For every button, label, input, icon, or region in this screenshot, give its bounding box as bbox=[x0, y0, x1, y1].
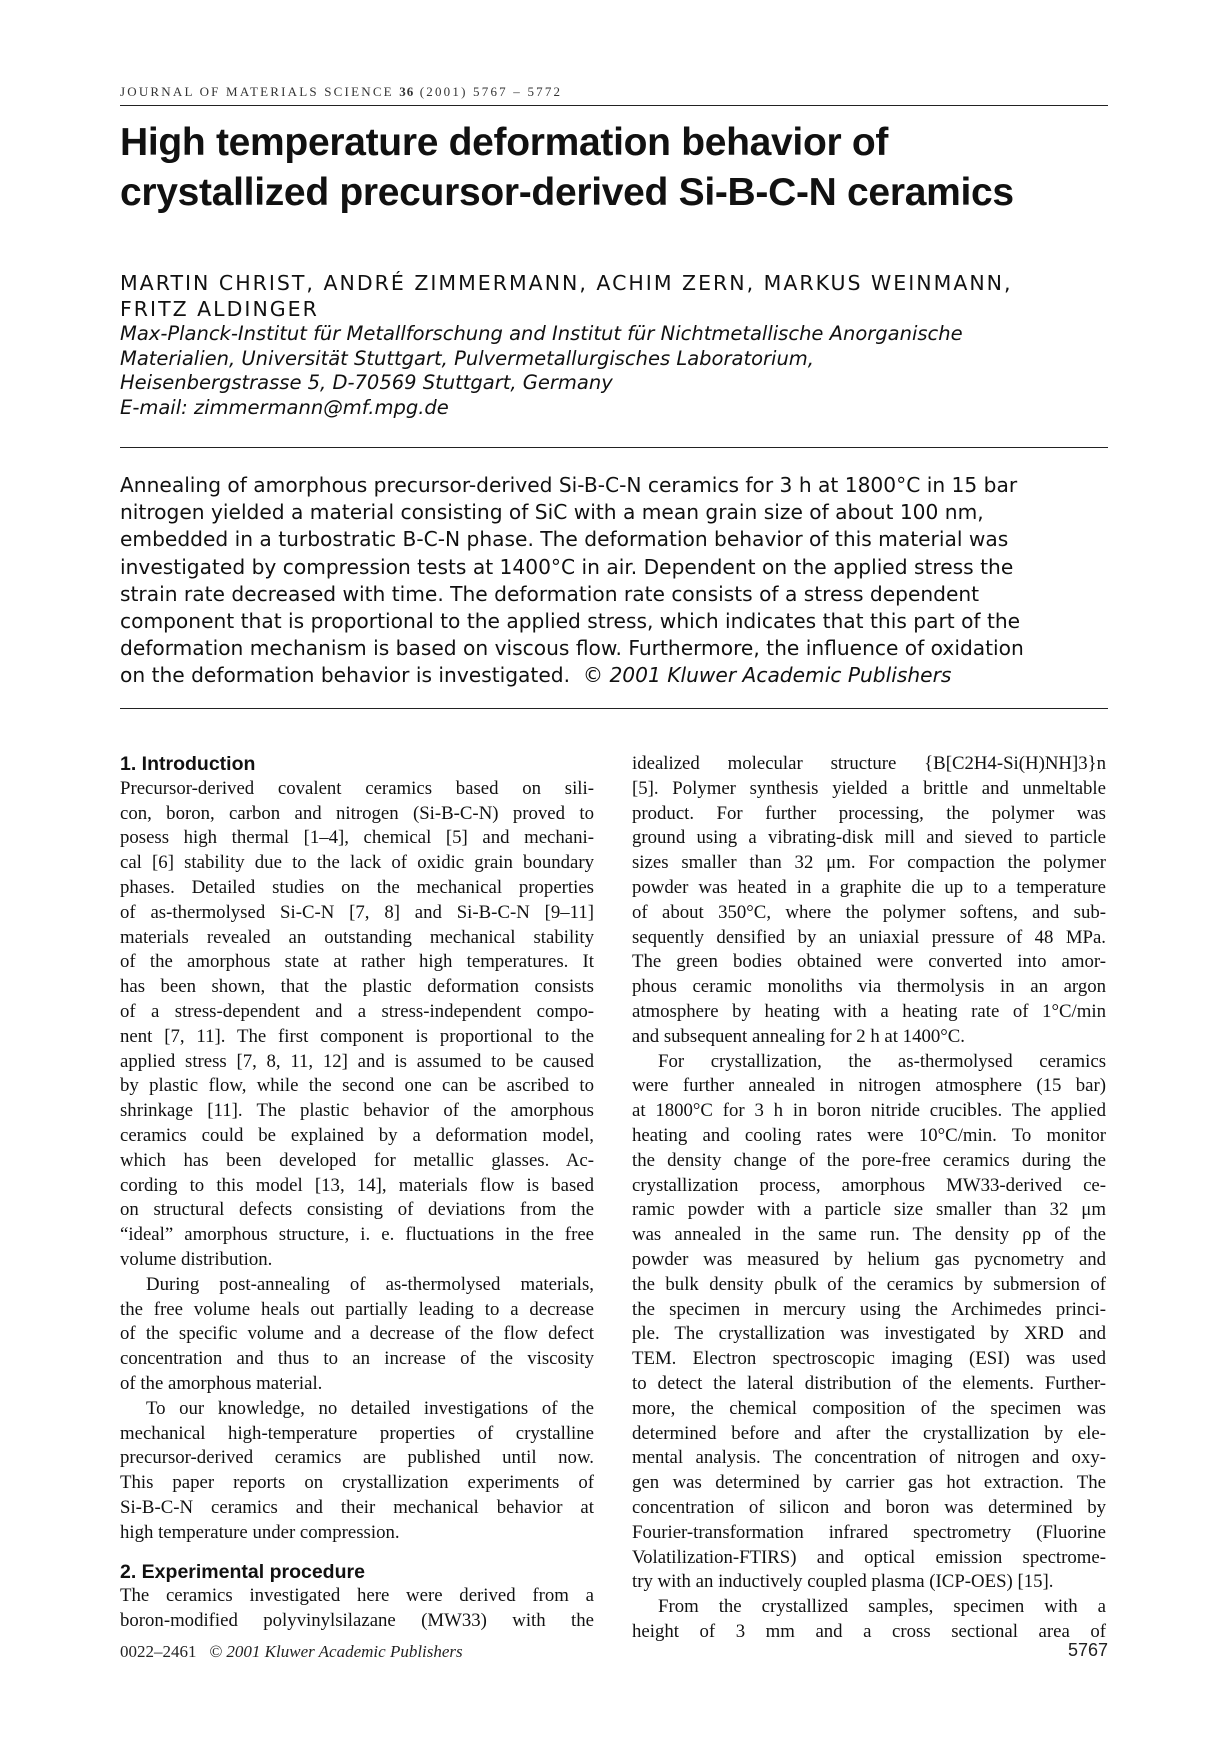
text-line: powder was heated in a graphite die up to a temperature bbox=[632, 876, 1106, 898]
text-line: ground using a vibrating-disk mill and sieved to particle bbox=[632, 827, 1106, 849]
author-list bbox=[120, 270, 1110, 322]
text-line: idealized molecular structure {B[C2H4-Si(H)NH]3}n bbox=[632, 753, 1106, 774]
abstract-last-line bbox=[120, 662, 1110, 689]
text-line: [5]. Polymer synthesis yielded a brittle and unmeltable bbox=[632, 777, 1106, 799]
text-line: volume distribution. bbox=[120, 1248, 273, 1270]
abstract-line: nitrogen yielded a material consisting of SiC with a mean grain size of about 100 nm, bbox=[120, 500, 984, 525]
text-line: concentration of silicon and boron was determined by bbox=[632, 1496, 1106, 1518]
paper-title bbox=[120, 118, 1110, 218]
text-line: Si-B-C-N ceramics and their mechanical behavior at bbox=[120, 1496, 594, 1518]
footer-copyright: © 2001 Kluwer Academic Publishers bbox=[209, 1642, 463, 1661]
text-line: precursor-derived ceramics are published until now. bbox=[120, 1447, 594, 1469]
running-head bbox=[120, 84, 1110, 100]
text-line: of the specific volume and a decrease of the flow defect bbox=[120, 1323, 594, 1345]
text-line: high temperature under compression. bbox=[120, 1521, 400, 1543]
text-line: on structural defects consisting of deviations from the bbox=[120, 1199, 594, 1221]
text-line: the free volume heals out partially leading to a decrease bbox=[120, 1298, 594, 1320]
text-line: phous ceramic monoliths via thermolysis in an argon bbox=[632, 976, 1106, 998]
footer-issn: 0022–2461 bbox=[120, 1642, 197, 1661]
text-line: powder was measured by helium gas pycnometry and bbox=[632, 1248, 1106, 1270]
abstract-line: on the deformation behavior is investigated. bbox=[120, 663, 570, 688]
text-line: atmosphere by heating with a heating rate of 1°C/min bbox=[632, 1000, 1106, 1022]
text-line: This paper reports on crystallization experiments of bbox=[120, 1472, 594, 1494]
affiliation-line: Materialien, Universität Stuttgart, Pulvermetallurgisches Laboratorium, bbox=[120, 346, 815, 370]
text-line: Fourier-transformation infrared spectrometry (Fluorine bbox=[632, 1521, 1106, 1543]
text-line: heating and cooling rates were 10°C/min. To monitor bbox=[632, 1124, 1106, 1146]
text-line: gen was determined by carrier gas hot extraction. The bbox=[632, 1472, 1106, 1494]
text-line: ceramics could be explained by a deformation model, bbox=[120, 1124, 594, 1146]
text-line: cal [6] stability due to the lack of oxidic grain boundary bbox=[120, 852, 594, 874]
text-line: Volatilization-FTIRS) and optical emission spectrome- bbox=[632, 1546, 1106, 1568]
text-line: of the amorphous state at rather high temperatures. It bbox=[120, 951, 594, 973]
text-line: of the amorphous material. bbox=[120, 1372, 323, 1394]
text-line: “ideal” amorphous structure, i. e. fluctuations in the free bbox=[120, 1224, 594, 1246]
text-line: From the crystallized samples, specimen with a bbox=[658, 1596, 1106, 1618]
abstract-bottom-rule bbox=[120, 708, 1108, 709]
text-line: For crystallization, the as-thermolysed ceramics bbox=[658, 1050, 1106, 1072]
right-column-body bbox=[632, 752, 1106, 1645]
text-line: more, the chemical composition of the specimen was bbox=[632, 1397, 1106, 1419]
text-line: crystallization process, amorphous MW33-derived ce- bbox=[632, 1174, 1106, 1196]
text-line: To our knowledge, no detailed investigations of the bbox=[146, 1397, 594, 1419]
text-line: mental analysis. The concentration of nitrogen and oxy- bbox=[632, 1447, 1106, 1469]
affiliation bbox=[120, 322, 1110, 420]
text-line: by plastic flow, while the second one can be ascribed to bbox=[120, 1075, 594, 1097]
text-line: TEM. Electron spectroscopic imaging (ESI) was used bbox=[632, 1348, 1106, 1370]
text-line: concentration and thus to an increase of the viscosity bbox=[120, 1348, 594, 1370]
text-line: and subsequent annealing for 2 h at 1400°C. bbox=[632, 1025, 965, 1047]
section-gap bbox=[120, 1546, 594, 1560]
abstract-line: strain rate decreased with time. The deformation rate consists of a stress dependent bbox=[120, 581, 980, 606]
abstract-top-rule bbox=[120, 447, 1108, 448]
text-line: ple. The crystallization was investigated by XRD and bbox=[632, 1323, 1106, 1345]
text-line: height of 3 mm and a cross sectional area of bbox=[632, 1620, 1106, 1642]
text-line: phases. Detailed studies on the mechanical properties bbox=[120, 876, 594, 898]
header-rule bbox=[120, 105, 1108, 106]
text-line: of a stress-dependent and a stress-independent compo- bbox=[120, 1000, 594, 1022]
text-line: of about 350°C, where the polymer softens, and sub- bbox=[632, 901, 1106, 923]
text-line: applied stress [7, 8, 11, 12] and is assumed to be caused bbox=[120, 1050, 594, 1072]
affiliation-line: Heisenbergstrasse 5, D-70569 Stuttgart, Germany bbox=[120, 371, 613, 394]
text-line: was annealed in the same run. The density ρp of the bbox=[632, 1224, 1106, 1246]
text-line: to detect the lateral distribution of the elements. Further- bbox=[632, 1372, 1106, 1394]
page-number: 5767 bbox=[1067, 1640, 1108, 1660]
text-line: The green bodies obtained were converted into amor- bbox=[632, 951, 1106, 973]
text-line: determined before and after the crystallization by ele- bbox=[632, 1422, 1106, 1444]
text-line: nent [7, 11]. The first component is proportional to the bbox=[120, 1025, 594, 1047]
text-line: mechanical high-temperature properties of crystalline bbox=[120, 1422, 594, 1444]
right-column bbox=[632, 752, 1106, 1645]
abstract bbox=[120, 472, 1110, 690]
journal-volume: 36 bbox=[399, 84, 415, 99]
text-line: the bulk density ρbulk of the ceramics by submersion of bbox=[632, 1273, 1106, 1295]
text-line: which has been developed for metallic glasses. Ac- bbox=[120, 1149, 594, 1171]
text-line: of as-thermolysed Si-C-N [7, 8] and Si-B-C-N [9–11] bbox=[120, 901, 594, 923]
affiliation-line: Max-Planck-Institut für Metallforschung and Institut für Nichtmetallische Anorganische bbox=[120, 322, 963, 345]
text-line: ramic powder with a particle size smaller than 32 μm bbox=[632, 1199, 1106, 1221]
abstract-line: Annealing of amorphous precursor-derived Si-B-C-N ceramics for 3 h at 1800°C in 15 bar bbox=[120, 473, 1018, 497]
text-line: were further annealed in nitrogen atmosphere (15 bar) bbox=[632, 1075, 1106, 1097]
text-line: the specimen in mercury using the Archimedes princi- bbox=[632, 1298, 1106, 1320]
text-line: During post-annealing of as-thermolysed materials, bbox=[146, 1273, 594, 1295]
abstract-line: deformation mechanism is based on viscous flow. Furthermore, the influence of oxidation bbox=[120, 636, 1024, 661]
text-line: con, boron, carbon and nitrogen (Si-B-C-N) proved to bbox=[120, 802, 594, 824]
text-line: sequently densified by an uniaxial pressure of 48 MPa. bbox=[632, 926, 1106, 948]
section-heading-introduction: 1. Introduction bbox=[120, 753, 256, 775]
abstract-line: embedded in a turbostratic B-C-N phase. The deformation behavior of this material was bbox=[120, 527, 1009, 552]
abstract-line: investigated by compression tests at 1400°C in air. Dependent on the applied stress the bbox=[120, 554, 1014, 579]
text-line: posess high thermal [1–4], chemical [5] and mechani- bbox=[120, 827, 594, 849]
text-line: The ceramics investigated here were derived from a bbox=[120, 1585, 594, 1607]
footer-issn-copyright bbox=[120, 1642, 463, 1662]
text-line: has been shown, that the plastic deformation consists bbox=[120, 976, 594, 998]
text-line: the density change of the pore-free ceramics during the bbox=[632, 1149, 1106, 1171]
abstract-copyright: © 2001 Kluwer Academic Publishers bbox=[582, 663, 952, 688]
journal-year-pages: (2001) 5767 – 5772 bbox=[419, 84, 563, 99]
email-line: E-mail: zimmermann@mf.mpg.de bbox=[120, 395, 449, 419]
text-line: try with an inductively coupled plasma (ICP-OES) [15]. bbox=[632, 1571, 1054, 1593]
journal-name: JOURNAL OF MATERIALS SCIENCE bbox=[120, 84, 394, 99]
author-line: FRITZ ALDINGER bbox=[120, 297, 319, 321]
text-line: product. For further processing, the polymer was bbox=[632, 802, 1106, 824]
author-line: MARTIN CHRIST, ANDRÉ ZIMMERMANN, ACHIM ZERN, MARKUS WEINMANN, bbox=[120, 271, 1013, 295]
experimental-body bbox=[120, 1584, 594, 1634]
text-line: sizes smaller than 32 μm. For compaction the polymer bbox=[632, 852, 1106, 874]
title-line: crystallized precursor-derived Si-B-C-N ceramics bbox=[120, 171, 1014, 214]
text-line: materials revealed an outstanding mechanical stability bbox=[120, 926, 594, 948]
introduction-body bbox=[120, 777, 594, 1546]
text-line: Precursor-derived covalent ceramics based on sili- bbox=[120, 777, 594, 799]
section-heading-experimental: 2. Experimental procedure bbox=[120, 1560, 365, 1583]
text-line: shrinkage [11]. The plastic behavior of the amorphous bbox=[120, 1100, 594, 1122]
left-column bbox=[120, 752, 594, 1634]
text-line: at 1800°C for 3 h in boron nitride crucibles. The applied bbox=[632, 1100, 1106, 1122]
abstract-line: component that is proportional to the applied stress, which indicates that this part of the bbox=[120, 609, 1021, 634]
title-line: High temperature deformation behavior of bbox=[120, 121, 889, 164]
text-line: cording to this model [13, 14], materials flow is based bbox=[120, 1174, 594, 1196]
text-line: boron-modified polyvinylsilazane (MW33) with the bbox=[120, 1610, 594, 1632]
